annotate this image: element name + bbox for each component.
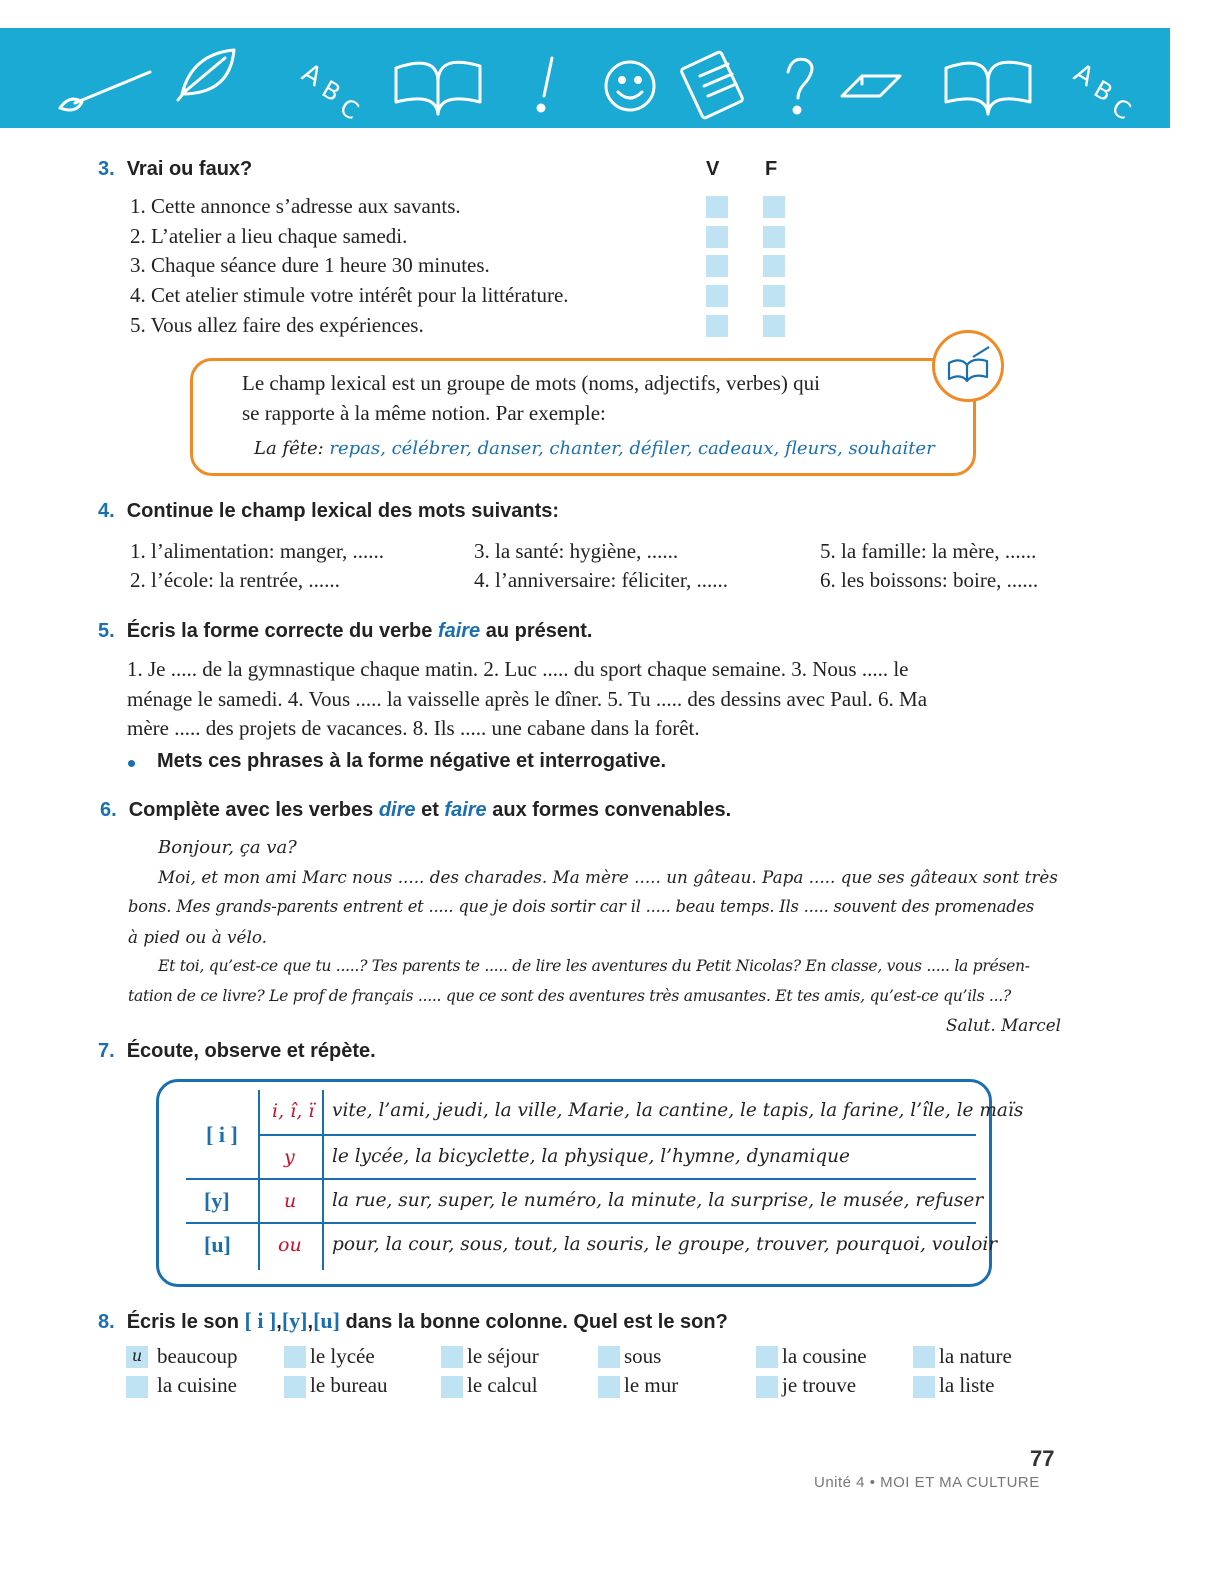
answer-box[interactable]	[598, 1346, 620, 1368]
ex8-title-b: dans la bonne colonne. Quel est le son?	[339, 1311, 728, 1333]
ex5-line: mère ..... des projets de vacances. 8. Ils ..... une cabane dans la forêt.	[127, 716, 700, 740]
info-line-1: Le champ lexical est un groupe de mots (noms, adjectifs, verbes) qui	[242, 371, 820, 395]
ex8-sound-u: [u]	[313, 1308, 340, 1333]
checkbox-v-5[interactable]	[706, 315, 728, 337]
info-example	[254, 438, 935, 459]
ex4-item: 5. la famille: la mère, ......	[820, 539, 1037, 563]
eraser-icon	[842, 76, 900, 96]
example-words: repas, célébrer, danser, chanter, défiler, cadeaux, fleurs, souhaiter	[329, 438, 935, 459]
ex8-number: 8.	[98, 1311, 115, 1333]
ex8-header: 8. Écris le son [ i ],[y],[u] dans la bonne colonne. Quel est le son?	[98, 1308, 728, 1333]
answer-box[interactable]	[756, 1376, 778, 1398]
ex8-word: le mur	[624, 1373, 679, 1397]
smiley-icon	[606, 62, 654, 110]
spelling-ou: ou	[278, 1234, 302, 1256]
ex5-title-a: Écris la forme correcte du verbe	[126, 620, 438, 642]
ex3-number: 3.	[98, 158, 115, 180]
bullet-dot	[128, 760, 135, 767]
answer-box[interactable]	[913, 1376, 935, 1398]
leaf-icon	[178, 50, 234, 100]
ex7-number: 7.	[98, 1040, 115, 1062]
ex6-line: Moi, et mon ami Marc nous ..... des charades. Ma mère ..... un gâteau. Papa ..... que ses gâteaux sont très	[158, 867, 1058, 887]
ex6-signature: Salut. Marcel	[946, 1015, 1061, 1035]
ex3-header	[98, 158, 252, 181]
ex3-item: 1. Cette annonce s’adresse aux savants.	[130, 194, 461, 218]
words-i: vite, l’ami, jeudi, la ville, Marie, la cantine, le tapis, la farine, l’île, le maïs	[332, 1100, 1024, 1121]
ex6-line: à pied ou à vélo.	[128, 927, 267, 947]
ex8-word: la cuisine	[157, 1373, 237, 1397]
words-ou: pour, la cour, sous, tout, la souris, le groupe, trouver, pourquoi, vouloir	[332, 1234, 998, 1255]
book-badge	[932, 330, 1004, 402]
ex8-word: le séjour	[467, 1344, 539, 1368]
ex6-title-mid: et	[415, 799, 445, 821]
sound-i: [ i ]	[206, 1122, 238, 1147]
ex8-word: je trouve	[782, 1373, 857, 1397]
banner-icons	[0, 28, 1170, 128]
ex5-title-b: au présent.	[480, 620, 593, 642]
checkbox-f-5[interactable]	[763, 315, 785, 337]
ex6-verb-faire: faire	[444, 799, 487, 821]
ex8-word: la nature	[939, 1344, 1012, 1368]
open-book-icon-2	[946, 62, 1030, 114]
answer-box[interactable]	[284, 1346, 306, 1368]
ex8-word: le bureau	[310, 1373, 388, 1397]
ex5-line: ménage le samedi. 4. Vous ..... la vaisselle après le dîner. 5. Tu ..... des dessins avec Paul. 6. Ma	[127, 687, 928, 711]
table-divider	[186, 1178, 976, 1180]
spelling-i: i, î, ï	[272, 1100, 315, 1122]
table-divider	[258, 1134, 976, 1136]
notebook-icon	[681, 51, 744, 119]
ex6-header	[100, 799, 731, 822]
example-label: La fête:	[254, 438, 324, 459]
answer-box[interactable]	[756, 1346, 778, 1368]
ex8-word: beaucoup	[157, 1344, 238, 1368]
unit-label: Unité 4 • MOI ET MA CULTURE	[814, 1474, 1040, 1491]
answer-box[interactable]	[126, 1376, 148, 1398]
svg-text:B: B	[317, 74, 346, 108]
ex7-header	[98, 1040, 376, 1063]
svg-text:A: A	[296, 58, 327, 93]
ex5-verb: faire	[437, 620, 481, 642]
checkbox-v-2[interactable]	[706, 226, 728, 248]
ex7-title: Écoute, observe et répète.	[126, 1040, 376, 1062]
checkbox-f-3[interactable]	[763, 255, 785, 277]
answer-box[interactable]	[126, 1346, 148, 1368]
ex8-title-a: Écris le son	[126, 1311, 245, 1333]
ex3-item: 5. Vous allez faire des expériences.	[130, 313, 424, 337]
svg-text:A: A	[1068, 58, 1099, 93]
ex8-word: sous	[624, 1344, 662, 1368]
spelling-y: y	[284, 1146, 295, 1168]
spelling-u: u	[284, 1190, 297, 1212]
ex6-line: Bonjour, ça va?	[158, 837, 297, 858]
ex6-line: Et toi, qu’est-ce que tu .....? Tes parents te ..... de lire les aventures du Petit Nicolas? En classe, vous ..... la présen-	[158, 957, 1030, 975]
words-u: la rue, sur, super, le numéro, la minute, la surprise, le musée, refuser	[332, 1190, 984, 1211]
ex3-item: 3. Chaque séance dure 1 heure 30 minutes.	[130, 253, 490, 277]
ex3-item: 2. L’atelier a lieu chaque samedi.	[130, 224, 408, 248]
ex4-item: 4. l’anniversaire: féliciter, ......	[474, 568, 728, 592]
table-divider	[186, 1222, 976, 1224]
table-divider	[322, 1090, 324, 1270]
col-v-label: V	[706, 158, 720, 180]
ex5-bullet-text: Mets ces phrases à la forme négative et interrogative.	[157, 750, 667, 772]
open-book-icon	[396, 62, 480, 114]
ex4-item: 1. l’alimentation: manger, ......	[130, 539, 385, 563]
header-banner	[0, 28, 1170, 128]
col-f-label: F	[765, 158, 778, 180]
page-number: 77	[1030, 1446, 1055, 1471]
table-divider	[258, 1090, 260, 1270]
checkbox-v-4[interactable]	[706, 285, 728, 307]
book-icon	[935, 333, 1001, 399]
words-y: le lycée, la bicyclette, la physique, l’hymne, dynamique	[332, 1146, 850, 1167]
answer-box[interactable]	[441, 1376, 463, 1398]
ex8-word: le calcul	[467, 1373, 538, 1397]
checkbox-v-3[interactable]	[706, 255, 728, 277]
checkbox-f-1[interactable]	[763, 196, 785, 218]
ex5-number: 5.	[98, 620, 115, 642]
svg-text:C: C	[1107, 92, 1136, 126]
ex6-title-b: aux formes convenables.	[486, 799, 732, 821]
answer-box[interactable]	[441, 1346, 463, 1368]
ex4-item: 3. la santé: hygiène, ......	[474, 539, 679, 563]
ex4-item: 2. l’école: la rentrée, ......	[130, 568, 340, 592]
ex4-title: Continue le champ lexical des mots suivants:	[126, 500, 560, 522]
paintbrush-icon	[60, 72, 150, 110]
info-line-2: se rapporte à la même notion. Par exemple:	[242, 401, 606, 425]
checkbox-f-2[interactable]	[763, 226, 785, 248]
ex6-number: 6.	[100, 799, 117, 821]
abc-icon	[297, 58, 364, 125]
question-icon	[788, 59, 812, 113]
example-answer: u	[131, 1346, 143, 1365]
ex6-verb-dire: dire	[378, 799, 416, 821]
ex5-bullet	[128, 750, 666, 773]
answer-box[interactable]	[913, 1346, 935, 1368]
ex3-item: 4. Cet atelier stimule votre intérêt pour la littérature.	[130, 283, 569, 307]
ex4-item: 6. les boissons: boire, ......	[820, 568, 1039, 592]
ex6-title-a: Complète avec les verbes	[128, 799, 379, 821]
ex8-word: la cousine	[782, 1344, 867, 1368]
checkbox-v-1[interactable]	[706, 196, 728, 218]
ex5-line: 1. Je ..... de la gymnastique chaque matin. 2. Luc ..... du sport chaque semaine. 3. Nous ..... le	[127, 657, 909, 681]
ex8-sound-i: [ i ]	[244, 1308, 277, 1333]
ex8-word: la liste	[939, 1373, 995, 1397]
ex6-line: bons. Mes grands-parents entrent et ..... que je dois sortir car il ..... beau temps. Ils ..... souvent des promenades	[128, 897, 1035, 916]
checkbox-f-4[interactable]	[763, 285, 785, 307]
answer-box[interactable]	[598, 1376, 620, 1398]
svg-text:B: B	[1089, 74, 1118, 108]
ex6-line: tation de ce livre? Le prof de français ..... que ce sont des aventures très amusantes. Et tes amis, qu’est-ce qu’ils ...?	[128, 987, 1011, 1005]
ex8-word: le lycée	[310, 1344, 375, 1368]
ex4-header	[98, 500, 559, 523]
answer-box[interactable]	[284, 1376, 306, 1398]
svg-text:C: C	[335, 92, 364, 126]
exclamation-icon	[538, 58, 552, 111]
ex8-sound-y: [y]	[281, 1308, 308, 1333]
abc-icon-2	[1069, 58, 1136, 125]
sound-y: [y]	[204, 1188, 230, 1213]
ex5-header	[98, 620, 592, 643]
ex4-number: 4.	[98, 500, 115, 522]
sound-u: [u]	[204, 1232, 231, 1257]
ex3-title: Vrai ou faux?	[126, 158, 253, 180]
